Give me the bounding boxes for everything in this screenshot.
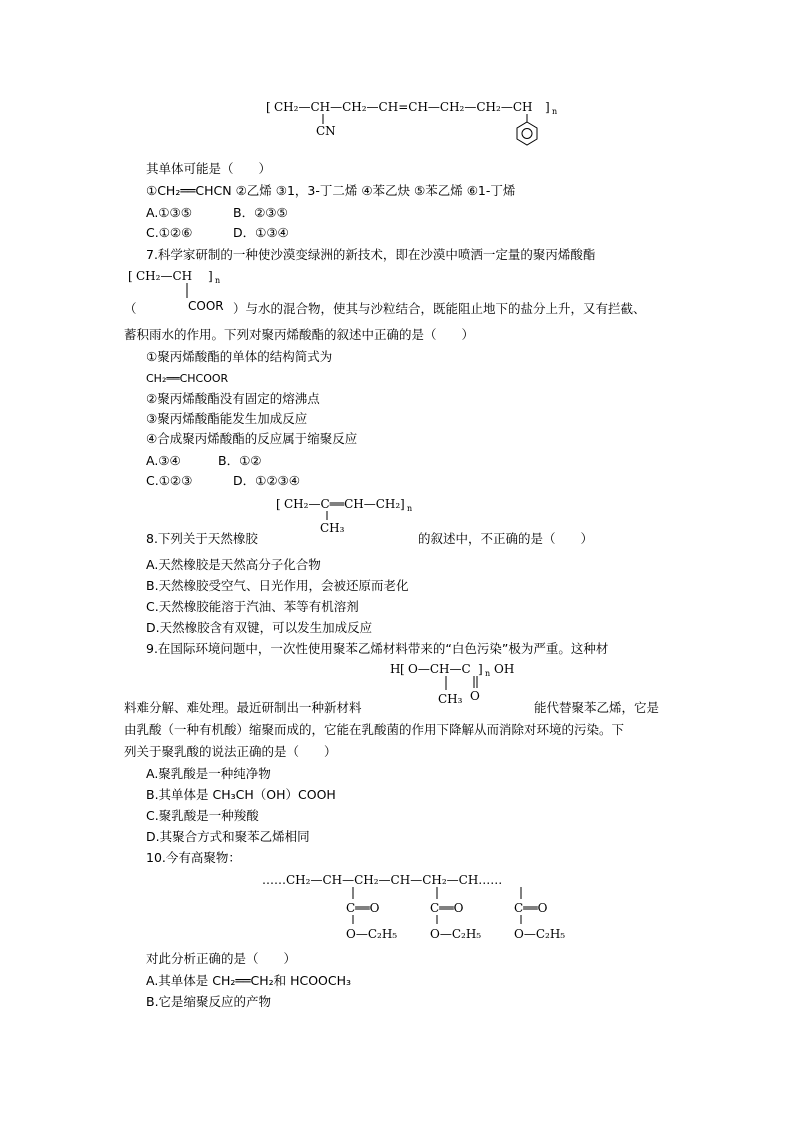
q10-co-3: C══O [514,901,548,915]
q7-option-d: D．①②③④ [233,473,300,488]
q6-choices: ①CH₂══CHCN ②乙烯 ③1，3-丁二烯 ④苯乙炔 ⑤苯乙烯 ⑥1-丁烯 [146,183,516,198]
q8-stem-a: 8.下列关于天然橡胶 [146,531,258,546]
q8-option-b: B.天然橡胶受空气、日光作用，会被还原而老化 [146,578,409,593]
q9-line-4: 列关于聚乳酸的说法正确的是（ ） [124,744,337,759]
q6-bracket-left: [ [266,100,271,114]
q9-option-d: D.其聚合方式和聚苯乙烯相同 [146,829,310,844]
q9-formula-top: O—CH—C [408,662,471,676]
q10-option-b: B.它是缩聚反应的产物 [146,994,272,1009]
q7-formula-n: n [215,276,221,285]
q7-statement-1: ①聚丙烯酸酯的单体的结构简式为 [146,349,333,364]
q9-formula-ch3: CH₃ [438,692,463,706]
q7-formula-sub: COOR [188,299,224,313]
q9-formula-oh: OH [494,662,515,676]
q6-polymer-formula [266,98,566,154]
q9-option-b: B.其单体是 CH₃CH（OH）COOH [146,787,336,802]
q7-line-2: ）与水的混合物，使其与沙粒结合，既能阻止地下的盐分上升，又有拦截、 [233,301,646,316]
svg-text:]: ] [400,497,405,511]
q10-oc2h5-2: O—C₂H₅ [430,927,482,941]
q6-formula-n: n [552,107,558,116]
q6-option-c: C.①②⑥ [146,225,193,240]
q10-oc2h5-3: O—C₂H₅ [514,927,566,941]
q10-option-a: A.其单体是 CH₂══CH₂和 HCOOCH₃ [146,973,352,988]
q6-stem: 其单体可能是（ ） [146,161,272,176]
q7-statement-1b: CH₂══CHCOOR [146,372,229,385]
q6-formula-main: CH₂—CH—CH₂—CH=CH—CH₂—CH₂—CH [274,100,533,114]
q7-line-1: 7.科学家研制的一种使沙漠变绿洲的新技术，即在沙漠中喷洒一定量的聚丙烯酸酯 [146,247,596,262]
q7-option-c: C.①②③ [146,473,193,488]
q9-line-3: 由乳酸（一种有机酸）缩聚而成的，它能在乳酸菌的作用下降解从而消除对环境的污染。下 [124,722,625,737]
q10-stem: 10.今有高聚物： [146,850,241,865]
q8-formula-sub: CH₃ [320,521,345,535]
q9-option-a: A.聚乳酸是一种纯净物 [146,766,271,781]
q6-option-a: A.①③⑤ [146,205,192,220]
q9-formula-o: O [470,689,480,703]
q8-option-d: D.天然橡胶含有双键，可以发生加成反应 [146,620,373,635]
q10-co-1: C══O [346,901,380,915]
q10-oc2h5-1: O—C₂H₅ [346,927,398,941]
q10-co-2: C══O [430,901,464,915]
q6-option-b: B．②③⑤ [233,205,288,220]
q6-option-d: D．①③④ [233,225,289,240]
q9-line-2a: 料难分解、难处理。最近研制出一种新材料 [124,700,362,715]
q6-bracket-right: ] [545,100,550,114]
q8-option-c: C.天然橡胶能溶于汽油、苯等有机溶剂 [146,599,359,614]
q9-option-c: C.聚乳酸是一种羧酸 [146,808,259,823]
svg-text:[: [ [276,497,281,511]
q7-option-b: B．①② [218,453,262,468]
q7-statement-2: ②聚丙烯酸酯没有固定的熔沸点 [146,391,320,406]
q7-polymer-formula [128,268,248,314]
q8-stem-b: 的叙述中，不正确的是（ ） [418,531,594,546]
q10-ask: 对此分析正确的是（ ） [146,951,297,966]
q8-formula-n: n [407,504,413,513]
q8-polymer-formula [276,496,426,536]
svg-text:[: [ [400,662,405,676]
svg-text:[: [ [128,269,133,283]
q10-polymer-formula [262,872,572,944]
svg-text:]: ] [208,269,213,283]
q8-formula-top: CH₂—C══CH—CH₂ [284,497,401,511]
q7-formula-top: CH₂—CH [136,269,193,283]
q7-statement-3: ③聚丙烯酸酯能发生加成反应 [146,411,308,426]
q9-line-2b: 能代替聚苯乙烯，它是 [534,700,660,715]
benzene-ring-icon [517,122,537,145]
q6-formula-cn: CN [316,124,336,138]
q9-formula-n: n [485,669,491,678]
q7-line-3: 蓄积雨水的作用。下列对聚丙烯酸酯的叙述中正确的是（ ） [124,327,475,342]
svg-text:]: ] [478,662,483,676]
q9-formula-h: H [390,662,401,676]
q9-line-1: 9.在国际环境问题中，一次性使用聚苯乙烯材料带来的“白色污染”极为严重。这种材 [146,641,609,656]
q8-option-a: A.天然橡胶是天然高分子化合物 [146,557,321,572]
q9-polymer-formula [390,660,540,710]
q7-paren-open: （ [124,301,137,316]
q7-option-a: A.③④ [146,453,181,468]
q10-formula-main: ……CH₂—CH—CH₂—CH—CH₂—CH…… [262,873,503,887]
q7-statement-4: ④合成聚丙烯酸酯的反应属于缩聚反应 [146,431,358,446]
